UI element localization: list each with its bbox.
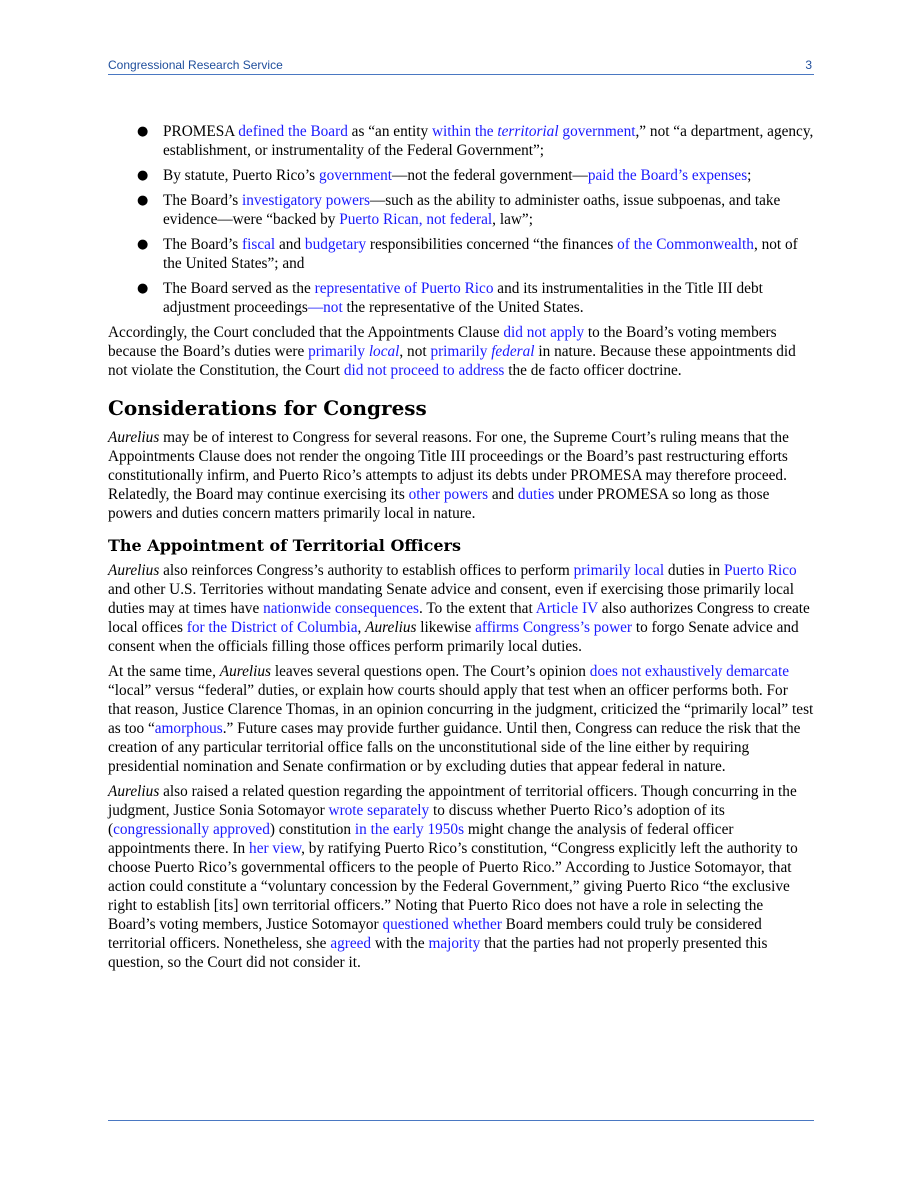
text-run: The Board served as the: [163, 280, 315, 297]
inline-link[interactable]: majority: [428, 935, 481, 952]
bullet-text: [163, 192, 780, 228]
inline-link[interactable]: Article IV: [535, 600, 598, 617]
italic-text: Aurelius: [219, 663, 272, 680]
inline-link[interactable]: of the Commonwealth: [617, 236, 754, 253]
text-run: also raised a related question regarding the appointment of territorial officers. Though concurring in the judgment, Justice Sonia Sotomayor: [108, 783, 797, 819]
text-run: and other U.S. Territories without mandating Senate advice and consent, even if exercising those primarily local duties may at times have: [108, 581, 794, 617]
text-run: Accordingly, the Court concluded that the Appointments Clause: [108, 324, 504, 341]
text-run: “local” versus “federal” duties, or explain how courts should apply that test when an officer performs both. For that reason, Justice Clarence Thomas, in an opinion concurring in the judgment, criticized the “primarily local” test as too “: [108, 682, 814, 737]
inline-link[interactable]: nationwide consequences: [263, 600, 419, 617]
inline-link[interactable]: local: [368, 343, 400, 360]
page-header: [108, 58, 812, 75]
bullet-item: [108, 279, 814, 317]
text-run: Board members could truly be considered territorial officers. Nonetheless, she: [108, 916, 762, 952]
inline-link[interactable]: paid the Board’s expenses: [587, 167, 748, 184]
text-run: the de facto officer doctrine.: [504, 362, 682, 379]
header-rule: [108, 74, 814, 75]
paragraph-related: [108, 782, 814, 972]
text-run: ,” not “a department, agency, establishment, or instrumentality of the Federal Government”;: [163, 123, 814, 159]
inline-link[interactable]: primarily local: [573, 562, 665, 579]
inline-link[interactable]: within the: [431, 123, 498, 140]
inline-link[interactable]: investigatory powers: [242, 192, 370, 209]
text-run: might change the analysis of federal officer appointments there. In: [108, 821, 734, 857]
text-run: to forgo Senate advice and consent when the officials filling those offices perform primarily local duties.: [108, 619, 799, 655]
text-run: under PROMESA so long as those powers and duties concern matters primarily local in nature.: [108, 486, 770, 522]
inline-link[interactable]: did not proceed to address: [343, 362, 505, 379]
inline-link[interactable]: questioned whether: [382, 916, 502, 933]
text-run: At the same time,: [108, 663, 220, 680]
inline-link[interactable]: did not apply: [503, 324, 585, 341]
text-run: ;: [747, 167, 752, 184]
text-run: ,: [357, 619, 366, 636]
bullet-item: [108, 235, 814, 273]
text-run: ) constitution: [269, 821, 355, 838]
text-run: leaves several questions open. The Court’s opinion: [271, 663, 590, 680]
text-run: likewise: [416, 619, 476, 636]
text-run: . To the extent that: [418, 600, 536, 617]
text-run: , law”;: [492, 211, 533, 228]
bullet-text: [163, 123, 813, 159]
paragraph-interest: [108, 428, 814, 523]
italic-text: Aurelius: [108, 783, 160, 800]
italic-text: Aurelius: [108, 562, 160, 579]
text-run: The Board’s: [163, 236, 243, 253]
bullet-text: [163, 236, 798, 272]
bullet-list: [108, 122, 814, 317]
text-run: By statute, Puerto Rico’s: [163, 167, 319, 184]
text-run: also authorizes Congress to create local offices: [108, 600, 810, 636]
document-body: [108, 122, 814, 978]
inline-link[interactable]: affirms Congress’s power: [475, 619, 633, 636]
inline-link[interactable]: government: [558, 123, 636, 140]
heading-appointment: The Appointment of Territorial Officers: [108, 536, 461, 555]
text-run: and: [488, 486, 518, 503]
bullet-icon: ●: [137, 168, 149, 183]
text-run: responsibilities concerned “the finances: [366, 236, 618, 253]
bullet-icon: ●: [137, 281, 149, 296]
inline-link[interactable]: congressionally approved: [113, 821, 270, 838]
inline-link[interactable]: Puerto Rican, not federal: [339, 211, 493, 228]
text-run: to discuss whether Puerto Rico’s adoption of its (: [108, 802, 725, 838]
text-run: —not the federal government—: [392, 167, 588, 184]
text-run: duties in: [664, 562, 725, 579]
bullet-icon: ●: [137, 237, 149, 252]
paragraph-accordingly: [108, 323, 814, 380]
inline-link[interactable]: budgetary: [304, 236, 367, 253]
bullet-text: [163, 167, 751, 184]
text-run: in nature. Because these appointments did not violate the Constitution, the Court: [108, 343, 796, 379]
inline-link[interactable]: agreed: [330, 935, 372, 952]
bullet-item: [108, 122, 814, 160]
heading-considerations: Considerations for Congress: [108, 396, 427, 420]
text-run: PROMESA: [163, 123, 239, 140]
inline-link[interactable]: fiscal: [242, 236, 276, 253]
inline-link[interactable]: federal: [491, 343, 535, 360]
text-run: as “an entity: [347, 123, 432, 140]
italic-text: Aurelius: [365, 619, 417, 636]
text-run: and: [275, 236, 305, 253]
inline-link[interactable]: defined the Board: [238, 123, 348, 140]
inline-link[interactable]: in the early 1950s: [354, 821, 465, 838]
inline-link[interactable]: Puerto Rico: [724, 562, 797, 579]
text-run: —such as the ability to administer oaths, issue subpoenas, and take evidence—were “backed by: [163, 192, 781, 228]
text-run: .” Future cases may provide further guidance. Until then, Congress can reduce the risk that the creation of any particular territorial office falls on the unconstitutional side of the line either by requiring presidential nomination and Senate confirmation or by excluding duties that appear federal in nature.: [108, 720, 801, 775]
text-run: to the Board’s voting members because the Board’s duties were: [108, 324, 777, 360]
text-run: The Board’s: [163, 192, 243, 209]
inline-link[interactable]: representative of Puerto Rico: [314, 280, 494, 297]
paragraph-reinforces: [108, 561, 814, 656]
bullet-icon: ●: [137, 124, 149, 139]
bullet-item: [108, 166, 814, 185]
inline-link[interactable]: her view: [249, 840, 302, 857]
inline-link[interactable]: does not exhaustively demarcate: [589, 663, 790, 680]
inline-link[interactable]: other powers: [408, 486, 489, 503]
inline-link[interactable]: duties: [517, 486, 555, 503]
inline-link[interactable]: for the District of Columbia: [186, 619, 358, 636]
text-run: also reinforces Congress’s authority to establish offices to perform: [159, 562, 574, 579]
paragraph-same-time: [108, 662, 814, 776]
bullet-text: [163, 280, 763, 316]
inline-link[interactable]: government: [318, 167, 393, 184]
inline-link[interactable]: —not: [307, 299, 343, 316]
inline-link[interactable]: wrote separately: [328, 802, 430, 819]
page-number: 3: [805, 58, 812, 72]
header-title: Congressional Research Service: [108, 58, 283, 72]
inline-link[interactable]: primarily: [308, 343, 369, 360]
inline-link[interactable]: territorial: [497, 123, 559, 140]
bullet-icon: ●: [137, 193, 149, 208]
text-run: with the: [371, 935, 429, 952]
text-run: may be of interest to Congress for several reasons. For one, the Supreme Court’s ruling means that the Appointments Clause does not render the ongoing Title III proceedings or the Board’s past restructuring efforts constitutionally infirm, and Puerto Rico’s attempts to adjust its debts under PROMESA may therefore proceed. Relatedly, the Board may continue exercising its: [108, 429, 789, 503]
bullet-item: [108, 191, 814, 229]
inline-link[interactable]: primarily: [430, 343, 492, 360]
text-run: , not of the United States”; and: [163, 236, 798, 272]
text-run: , not: [399, 343, 431, 360]
text-run: , by ratifying Puerto Rico’s constitution, “Congress explicitly left the authority to choose Puerto Rico’s governmental officers to the people of Puerto Rico.” According to Justice Sotomayor, that action could constitute a “voluntary concession by the Federal Government,” giving Puerto Rico “the exclusive right to establish [its] own territorial officers.” Noting that Puerto Rico does not have a role in selecting the Board’s voting members, Justice Sotomayor: [108, 840, 798, 933]
text-run: the representative of the United States.: [342, 299, 584, 316]
text-run: and its instrumentalities in the Title III debt adjustment proceedings: [163, 280, 763, 316]
footer-rule: [108, 1120, 814, 1121]
inline-link[interactable]: amorphous: [154, 720, 223, 737]
italic-text: Aurelius: [108, 429, 160, 446]
text-run: that the parties had not properly presented this question, so the Court did not consider it.: [108, 935, 768, 971]
